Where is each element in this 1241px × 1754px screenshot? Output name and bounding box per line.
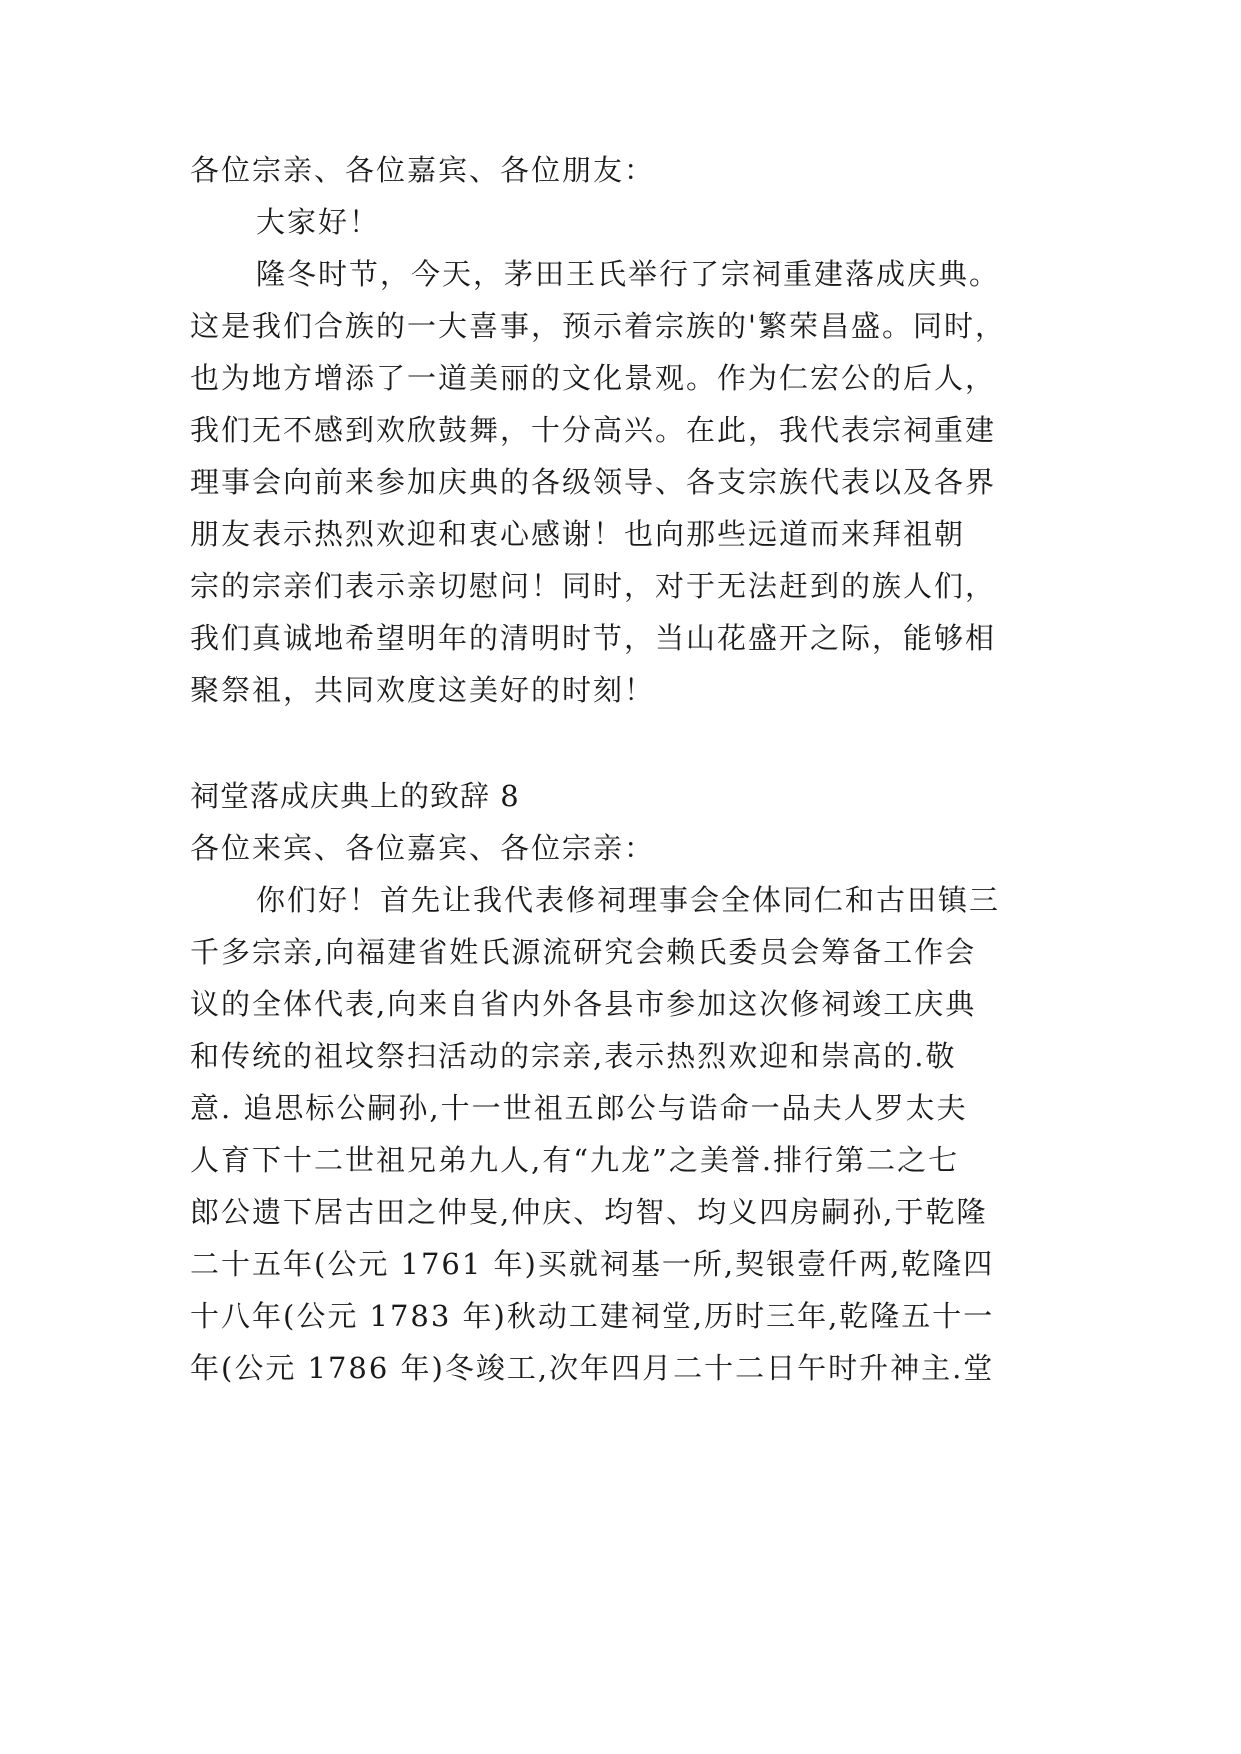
paragraph-line: 千多宗亲,向福建省姓氏源流研究会赖氏委员会筹备工作会 bbox=[190, 935, 977, 969]
paragraph-line: 聚祭祖，共同欢度这美好的时刻！ bbox=[190, 673, 656, 707]
paragraph-line: 理事会向前来参加庆典的各级领导、各支宗族代表以及各界 bbox=[190, 465, 997, 499]
paragraph-line: 这是我们合族的一大喜事，预示着宗族的'繁荣昌盛。同时， bbox=[190, 309, 1006, 343]
greeting: 大家好！ bbox=[256, 205, 381, 239]
paragraph-line: 二十五年(公元 1761 年)买就祠基一所,契银壹仟两,乾隆四 bbox=[190, 1247, 995, 1281]
section-title: 祠堂落成庆典上的致辞 8 bbox=[190, 779, 520, 813]
paragraph-line: 议的全体代表,向来自省内外各县市参加这次修祠竣工庆典 bbox=[190, 987, 977, 1021]
paragraph-line: 和传统的祖坟祭扫活动的宗亲,表示热烈欢迎和崇高的.敬 bbox=[190, 1039, 957, 1073]
paragraph-line: 十八年(公元 1783 年)秋动工建祠堂,历时三年,乾隆五十一 bbox=[190, 1299, 995, 1333]
paragraph-line: 你们好！首先让我代表修祠理事会全体同仁和古田镇三 bbox=[256, 883, 1001, 917]
paragraph-line: 年(公元 1786 年)冬竣工,次年四月二十二日午时升神主.堂 bbox=[190, 1351, 995, 1385]
salutation-1: 各位宗亲、各位嘉宾、各位朋友： bbox=[190, 153, 656, 187]
paragraph-line: 我们无不感到欢欣鼓舞，十分高兴。在此，我代表宗祠重建 bbox=[190, 413, 997, 447]
paragraph-line: 隆冬时节，今天，茅田王氏举行了宗祠重建落成庆典。 bbox=[256, 257, 1001, 291]
paragraph-line: 宗的宗亲们表示亲切慰问！同时，对于无法赶到的族人们， bbox=[190, 569, 997, 603]
paragraph-line: 我们真诚地希望明年的清明时节，当山花盛开之际，能够相 bbox=[190, 621, 997, 655]
paragraph-line: 人育下十二世祖兄弟九人,有“九龙”之美誉.排行第二之七 bbox=[190, 1143, 960, 1177]
paragraph-line: 朋友表示热烈欢迎和衷心感谢！也向那些远道而来拜祖朝 bbox=[190, 517, 966, 551]
salutation-2: 各位来宾、各位嘉宾、各位宗亲： bbox=[190, 831, 656, 865]
paragraph-line: 也为地方增添了一道美丽的文化景观。作为仁宏公的后人， bbox=[190, 361, 997, 395]
paragraph-line: 意. 追思标公嗣孙,十一世祖五郎公与诰命一品夫人罗太夫 bbox=[190, 1091, 968, 1125]
paragraph-line: 郎公遗下居古田之仲旻,仲庆、均智、均义四房嗣孙,于乾隆 bbox=[190, 1195, 988, 1229]
